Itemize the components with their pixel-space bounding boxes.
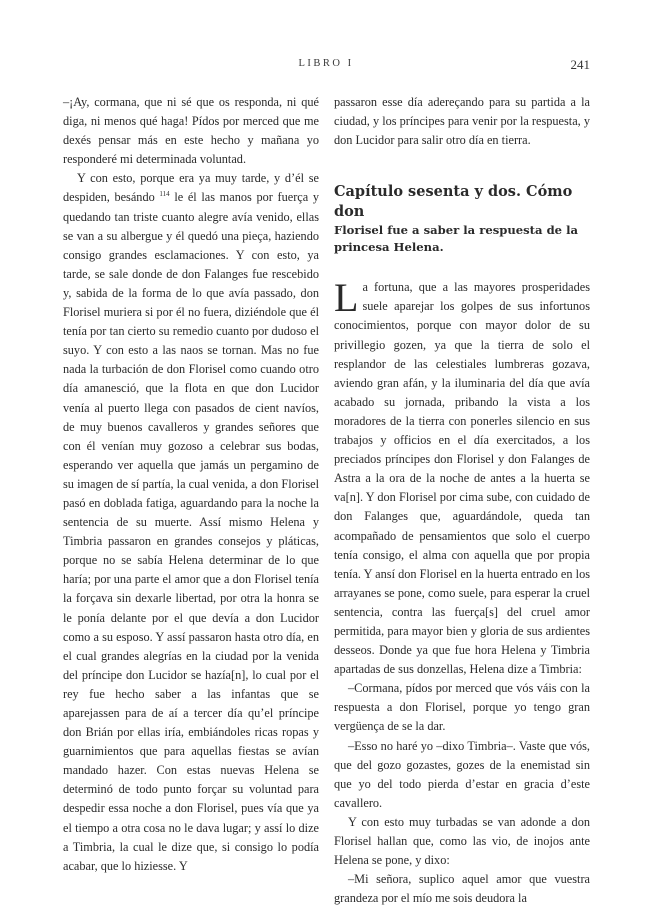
paragraph-text: a fortuna, que a las mayores prosperidades suele aparejar los golpes de sus infortunos conocimientos, porque con mayor dolor de su privillegio gozen, ya que la tierra de solo el resplandor de las celestiales lumbreras gozava, aviendo gran afán, y la iluminaria del día que avía acabado su jornada, pribando la vista a los moradores de la tierra con ponerles silencio en sus trabajos y officios en el día exercitados, a los preciados príncipes don Florisel y don Falanges de Astra a la ora de la noche de antes a la huerta se va[n]. Y don Florisel por cima sube, con cuidado de don Falanges que, aguardándole, queda tan acompañado de pensamientos que solo el cuerpo tenía consigo, el alma con aquella que por propia tenía. Y ansí don Florisel en la huerta entrado en los arrayanes se pone, como suele, para esperar la cruel sentencia, contra las fuerça[s] del cruel amor permitida, para mayor bien y gloria de sus ardientes desseos. Donde ya que fue hora Helena y Timbria apartadas de sus donzellas, Helena dize a Timbria: [334, 280, 590, 677]
right-column [334, 93, 590, 908]
chapter-title [334, 182, 590, 256]
paragraph-text: Y con esto, porque era ya muy tarde, y d’él se despiden, besándo [63, 171, 319, 205]
paragraph: passaron esse día adereçando para su partida a la ciudad, y los príncipes para venir por la respuesta, y don Lucidor para salir otro día en tierra. [334, 95, 590, 148]
running-title: LIBRO I [298, 58, 354, 69]
drop-cap: L [334, 275, 359, 321]
chapter-title-line: Capítulo sesenta y dos. Cómo don [334, 183, 573, 221]
paragraph: Y con esto muy turbadas se van adonde a don Florisel hallan que, como las vio, de inojos ante Helena se pone, y dixo: [334, 814, 590, 868]
paragraph-text: le él las manos por fuerça y quedando tan triste cuanto alegre avía venido, ellas se van a su albergue y él quedó una pieça, haziendo consigo grandes esclamaciones. Y con esto, ya tarde, se sale donde de don Falanges fue rescebido y, sabida de la forma de lo que avía passado, don Florisel muriera si por él no fuera, diziéndole que él tenía por tan cierto su remedio cuanto por dudoso el suyo. Y con esto a las naos se tornan. Mas no fue nada la turbación de don Florisel como cuando otro día amanesció, que la flota en que don Lucidor venía al puerto llega con pasados de cient navíos, de muy buenos cavalleros y grandes señores que con él venían muy gozoso a celebrar sus bodas, esperando ver aquella que jamás un pergamino de su imagen de sí partía, la cual venida, a don Florisel pasó en doblada fatiga, aguardando para la noche la sentencia de su muerte. Assí mismo Helena y Timbria passaron en grandes consejos y pláticas, porque no se sabía Helena determinar de lo que haría; por una parte el amor que a don Florisel tenía la forçava sin dexarle libertad, por otra la honra se le ponía delante por el que devía a don Lucidor como a su esposo. Y assí passaron hasta otro día, en el cual grandes alegrías en la ciudad por la venida del príncipe don Lucidor se hazía[n], lo cual por el rey fue hecho saber a las infantas que se aparejassen para de aí a tercer día qu’el príncipe don Brián por ellas iría, embiándoles ricas ropas y guarnimientos que para aquellas fiestas se avían mandado hazer. Con estas nuevas Helena se determinó de todo punto forçar su voluntad para despedir essa noche a don Florisel, pues vía que ya el tiempo a otra cosa no le dava lugar; y assí lo dize a Timbria, la cual le dize que, si consigo lo podía acabar, que lo hiziesse. Y [63, 190, 320, 873]
running-head [62, 58, 590, 76]
paragraph: –¡Ay, cormana, que ni sé que os responda, ni qué diga, ni menos qué haga! Pídos por merced que me dexés pensar más en este hecho y mañana yo responderé mi determinada voluntad. [63, 95, 319, 167]
paragraph: –Cormana, pídos por merced que vós váis con la respuesta a don Florisel, porque yo tengo gran vergüença de se la dar. [334, 681, 590, 734]
chapter-title-line: Florisel fue a saber la respuesta de la princesa Helena. [334, 223, 579, 255]
paragraph [63, 169, 319, 875]
paragraph: –Esso no haré yo –dixo Timbria–. Vaste que vós, que del gozo gozastes, gozes de la enemistad sin que yo del todo pierda d’estar en gracia d’este cavallero. [334, 738, 590, 810]
footnote-marker: 114 [159, 190, 170, 199]
page-number: 241 [570, 57, 590, 72]
left-column [63, 93, 319, 876]
paragraph: –Mi señora, suplico aquel amor que vuestra grandeza por el mío me sois deudora la [334, 872, 590, 906]
paragraph [334, 275, 590, 679]
